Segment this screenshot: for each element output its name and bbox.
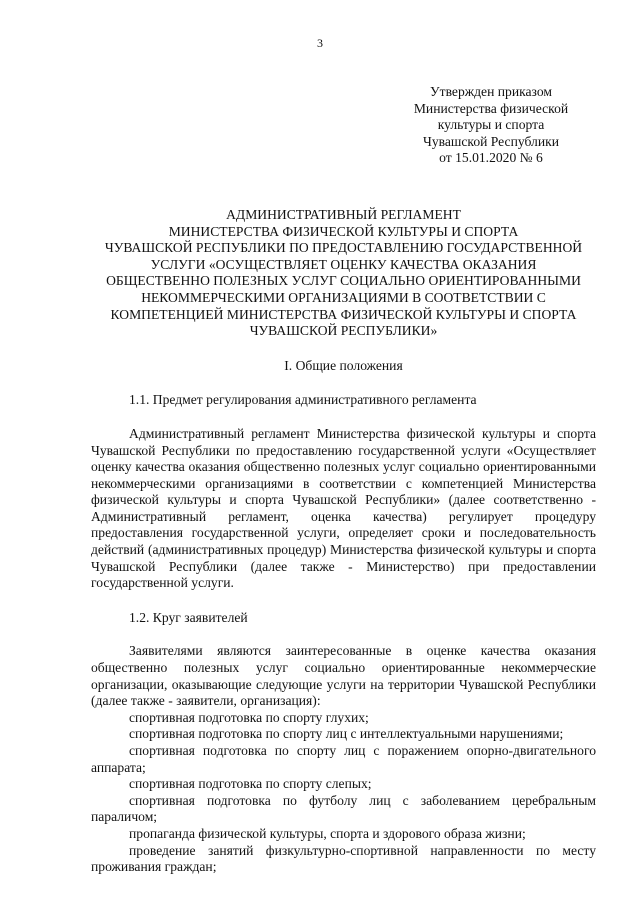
document-title: [91, 207, 596, 340]
list-item: спортивная подготовка по спорту лиц с интеллектуальными нарушениями;: [129, 726, 564, 742]
title-line: АДМИНИСТРАТИВНЫЙ РЕГЛАМЕНТ: [226, 206, 461, 222]
approval-line: Министерства физической: [413, 100, 569, 116]
title-line: НЕКОММЕРЧЕСКИМИ ОРГАНИЗАЦИЯМИ В СООТВЕТСТВИИ С: [141, 289, 546, 305]
list-item: пропаганда физической культуры, спорта и здорового образа жизни;: [129, 825, 526, 841]
list-item: спортивная подготовка по спорту глухих;: [129, 709, 369, 725]
section-heading: I. Общие положения: [284, 357, 403, 373]
approval-line: культуры и спорта: [437, 117, 545, 133]
subsection-heading-1-1: 1.1. Предмет регулирования административного регламента: [129, 392, 477, 408]
subsection-heading-1-2: 1.2. Круг заявителей: [129, 609, 248, 625]
title-line: ЧУВАШСКОЙ РЕСПУБЛИКИ»: [249, 323, 438, 339]
paragraph-1-1: Административный регламент Министерства физической культуры и спорта Чувашской Республики по предоставлению государственной услуги «Осуществляет оценку качества оказания общественно полезных услуг социально ориентированными некоммерческими организациями в соответствии с компетенцией Министерства физической культуры и спорта Чувашской Республики» (далее соответственно - Административный регламент, оценка качества) регулирует процедуру предоставления государственной услуги, определяет сроки и последовательность действий (административных процедур) Министерства физической культуры и спорта Чувашской Республики (далее также - Министерство) при предоставлении государственной услуги.: [91, 425, 596, 591]
applicant-services-list: [91, 710, 596, 876]
approval-line: от 15.01.2020 № 6: [439, 150, 543, 166]
title-line: МИНИСТЕРСТВА ФИЗИЧЕСКОЙ КУЛЬТУРЫ И СПОРТА: [168, 223, 519, 239]
title-line: УСЛУГИ «ОСУЩЕСТВЛЯЕТ ОЦЕНКУ КАЧЕСТВА ОКАЗАНИЯ: [150, 256, 537, 272]
list-item: спортивная подготовка по футболу лиц с заболеванием церебральным параличом;: [91, 792, 596, 825]
list-item: спортивная подготовка по спорту слепых;: [129, 776, 372, 792]
approval-line: Утвержден приказом: [430, 84, 552, 99]
paragraph-1-2: Заявителями являются заинтересованные в оценке качества оказания общественно полезных услуг социально ориентированные некоммерческие организации, оказывающие следующие услуги на территории Чувашской Республики (далее также - заявители, организация):: [91, 643, 596, 709]
approval-line: Чувашской Республики: [423, 133, 559, 149]
title-line: ОБЩЕСТВЕННО ПОЛЕЗНЫХ УСЛУГ СОЦИАЛЬНО ОРИЕНТИРОВАННЫМИ: [106, 273, 581, 289]
approval-stamp-block: [386, 84, 596, 167]
list-item: проведение занятий физкультурно-спортивной направленности по месту проживания граждан;: [91, 842, 596, 875]
title-line: КОМПЕТЕНЦИЕЙ МИНИСТЕРСТВА ФИЗИЧЕСКОЙ КУЛЬТУРЫ И СПОРТА: [110, 306, 577, 322]
page-number: 3: [317, 36, 323, 50]
title-line: ЧУВАШСКОЙ РЕСПУБЛИКИ ПО ПРЕДОСТАВЛЕНИЮ ГОСУДАРСТВЕННОЙ: [104, 240, 583, 256]
list-item: спортивная подготовка по спорту лиц с поражением опорно-двигательного аппарата;: [91, 743, 596, 775]
